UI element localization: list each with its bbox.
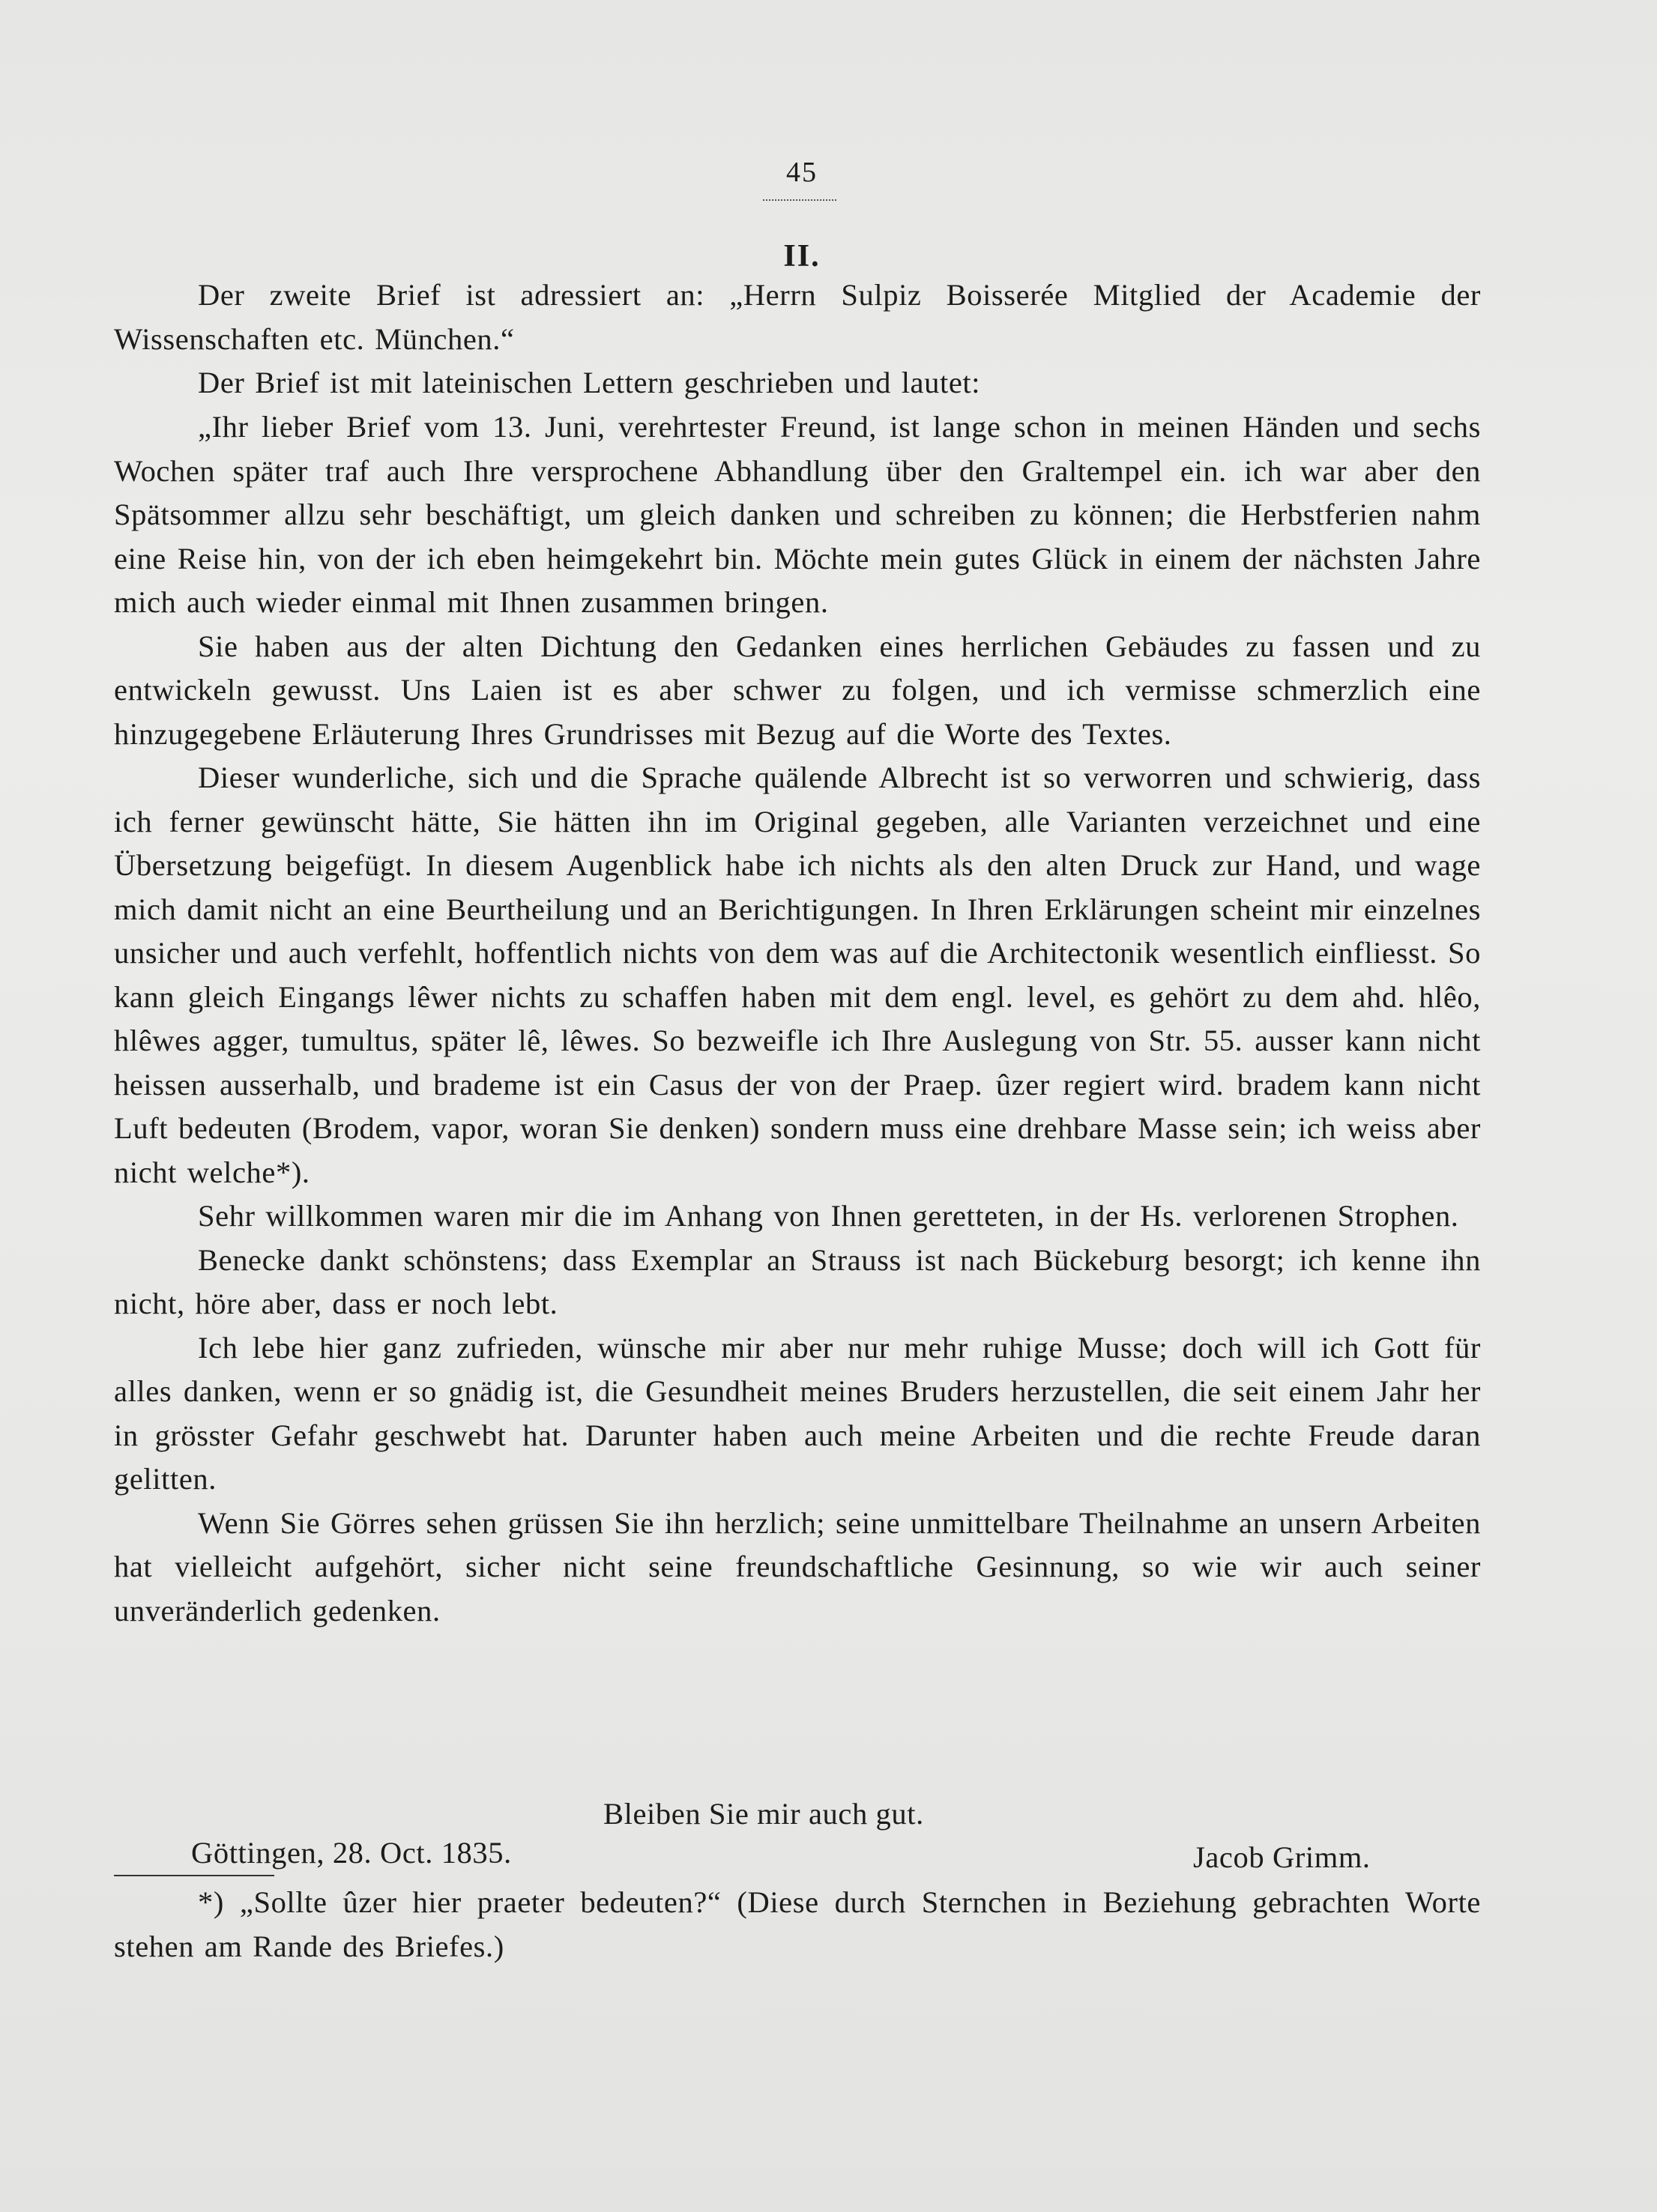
place-date: Göttingen, 28. Oct. 1835. — [191, 1836, 512, 1870]
letter-paragraph: Benecke dankt schönstens; dass Exemplar an Strauss ist nach Bückeburg besorgt; ich kenne ihn nicht, höre aber, dass er noch lebt. — [114, 1242, 1481, 1320]
letter-paragraph: „Ihr lieber Brief vom 13. Juni, verehrtester Freund, ist lange schon in meinen Händen und sechs Wochen später traf auch Ihre versprochene Abhandlung über den Graltempel ein. ich war aber den Spätsommer allzu sehr beschäftigt, um gleich danken und schreiben zu können; die Herbstferien nahm eine Reise hin, von der ich eben heimgekehrt bin. Möchte mein gutes Glück in einem der nächsten Jahre mich auch wieder einmal mit Ihnen zusammen bringen. — [114, 410, 1481, 619]
page-number: 45 — [786, 157, 818, 188]
intro-text — [114, 274, 1481, 405]
letter-paragraph: Wenn Sie Görres sehen grüssen Sie ihn herzlich; seine unmittelbare Theilnahme an unsern Arbeiten hat vielleicht aufgehört, sicher nicht seine freundschaftliche Gesinnung, so wie wir auch seiner unveränderlich gedenken. — [114, 1505, 1481, 1628]
letter-paragraph: Sie haben aus der alten Dichtung den Gedanken eines herrlichen Gebäudes zu fassen und zu entwickeln gewusst. Uns Laien ist es aber schwer zu folgen, und ich vermisse schmerzlich eine hinzugegebene Erläuterung Ihres Grundrisses mit Bezug auf die Worte des Textes. — [114, 629, 1481, 751]
section-heading: II. — [783, 239, 821, 274]
letter-paragraph: Sehr willkommen waren mir die im Anhang von Ihnen geretteten, in der Hs. verlorenen Strophen. — [198, 1199, 1459, 1233]
footnote-divider — [114, 1875, 274, 1876]
letter-paragraph: Ich lebe hier ganz zufrieden, wünsche mir aber nur mehr ruhige Musse; doch will ich Gott für alles danken, wenn er so gnädig ist, die Gesundheit meines Bruders herzustellen, die seit einem Jahr her in grösster Gefahr geschwebt hat. Darunter haben auch meine Arbeiten und die rechte Freude daran gelitten. — [114, 1330, 1481, 1496]
signature: Jacob Grimm. — [1193, 1840, 1371, 1874]
footnote: *) „Sollte ûzer hier praeter bedeuten?“ (Diese durch Sternchen in Beziehung gebrachten Worte stehen am Rande des Briefes.) — [114, 1885, 1481, 1963]
letter-paragraph: Dieser wunderliche, sich und die Sprache quälende Albrecht ist so verworren und schwierig, dass ich ferner gewünscht hätte, Sie hätten ihn im Original gegeben, alle Varianten verzeichnet und eine Übersetzung beigefügt. In diesem Augenblick habe ich nichts als den alten Druck zur Hand, und wage mich damit nicht an eine Beurtheilung und an Berichtigungen. In Ihren Erklärungen scheint mir einzelnes unsicher und auch verfehlt, hoffentlich nichts von dem was auf die Architectonik wesentlich einfliesst. So kann gleich Eingangs lêwer nichts zu schaffen haben mit dem engl. level, es gehört zu dem ahd. hlêo, hlêwes agger, tumultus, später lê, lêwes. So bezweifle ich Ihre Auslegung von Str. 55. ausser kann nicht heissen ausserhalb, und brademe ist ein Casus der von der Praep. ûzer regiert wird. bradem kann nicht Luft bedeuten (Brodem, vapor, woran Sie denken) sondern muss eine drehbare Masse sein; ich weiss aber nicht welche*). — [114, 761, 1481, 1189]
closing-line: Bleiben Sie mir auch gut. — [603, 1797, 924, 1831]
page-number-ornament — [763, 199, 836, 201]
letter-body — [114, 405, 1481, 1633]
intro-paragraph: Der Brief ist mit lateinischen Lettern geschrieben und lautet: — [198, 366, 981, 399]
intro-paragraph: Der zweite Brief ist adressiert an: „Herrn Sulpiz Boisserée Mitglied der Academie der Wissenschaften etc. München.“ — [114, 278, 1481, 356]
